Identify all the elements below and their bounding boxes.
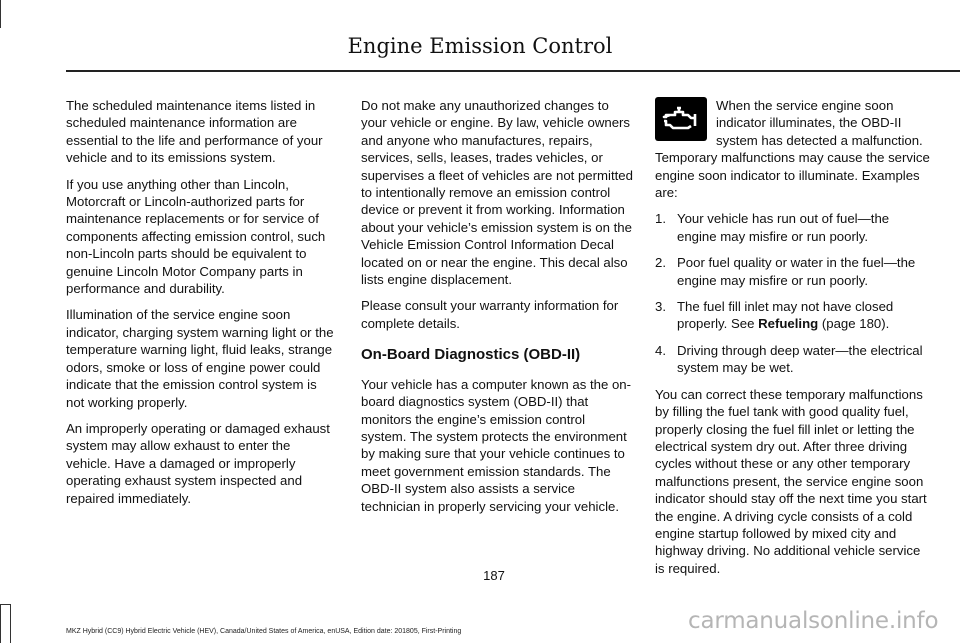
paragraph: Please consult your warranty information for complete details. xyxy=(361,298,619,331)
paragraph: If you use anything other than Lincoln, Motorcraft or Lincoln-authorized parts for maintenance replacements or for service of components affecting emission control, such non-Lincoln parts should be equivalent to genuine Lincoln Motor Company parts in performance and durability. xyxy=(66,176,326,297)
crop-mark xyxy=(10,604,11,643)
paragraph: You can correct these temporary malfunctions by filling the fuel tank with good quality fuel, properly closing the fuel fill inlet or letting the electrical system dry out. After three driving cycles without these or any other temporary malfunctions present, the service engine soon indicator should stay off the next time you start the engine. A driving cycle consists of a cold engine startup followed by mixed city and highway driving. No additional vehicle service is required. xyxy=(655,386,927,576)
list-item: 1. Your vehicle has run out of fuel—the engine may misfire or run poorly. xyxy=(655,211,890,244)
paragraph: When the service engine soon indicator illuminates, the OBD-II system has detected a malfunction. Temporary malfunctions may cause the service engine soon indicator to illuminate. Examples are: xyxy=(655,98,930,201)
refueling-link[interactable]: Refueling xyxy=(758,316,819,332)
column-right xyxy=(655,97,930,586)
crop-mark xyxy=(0,604,11,605)
page-number: 187 xyxy=(483,568,505,583)
paragraph: Illumination of the service engine soon indicator, charging system warning light or the temperature warning light, fluid leaks, strange odors, smoke or loss of engine power could indicate that the emission control system is not working properly. xyxy=(66,307,334,410)
footer-text: MKZ Hybrid (CC9) Hybrid Electric Vehicle (HEV), Canada/United States of America, enUSA, Edition date: 201805, First-Printing xyxy=(66,628,462,635)
header-divider xyxy=(66,70,960,72)
page-title: Engine Emission Control xyxy=(347,34,613,58)
crop-mark xyxy=(0,0,1,28)
paragraph: Do not make any unauthorized changes to your vehicle or engine. By law, vehicle owners and anyone who manufactures, repairs, services, sells, leases, trades vehicles, or supervises a fleet of vehicles are not permitted to intentionally remove an emission control device or prevent it from working. Information about your vehicle’s emission system is on the Vehicle Emission Control Information Decal located on or near the engine. This decal also lists engine displacement. xyxy=(361,98,633,288)
crop-mark xyxy=(0,604,1,643)
list-item: 4. Driving through deep water—the electrical system may be wet. xyxy=(655,342,923,376)
watermark: carmanualsonline.info xyxy=(688,608,939,634)
paragraph: The scheduled maintenance items listed in scheduled maintenance information are essential to the life and performance of your vehicle and to its emissions system. xyxy=(66,98,323,166)
check-engine-icon xyxy=(655,97,707,141)
section-heading: On-Board Diagnostics (OBD-II) xyxy=(361,346,581,364)
list-item: 2. Poor fuel quality or water in the fuel—the engine may misfire or run poorly. xyxy=(655,255,916,288)
column-middle xyxy=(361,97,633,524)
column-left xyxy=(66,97,338,516)
paragraph: Your vehicle has a computer known as the on-board diagnostics system (OBD-II) that monitors the engine’s emission control system. The system protects the environment by making sure that your vehicle continues to meet government emission standards. The OBD-II system also assists a service technician in properly servicing your vehicle. xyxy=(361,376,632,514)
list-item: 3. The fuel fill inlet may not have closed properly. See Refueling (page 180). xyxy=(655,299,894,332)
example-list xyxy=(655,210,930,376)
paragraph: An improperly operating or damaged exhaust system may allow exhaust to enter the vehicle. Have a damaged or improperly operating exhaust system inspected and repaired immediately. xyxy=(66,420,330,506)
